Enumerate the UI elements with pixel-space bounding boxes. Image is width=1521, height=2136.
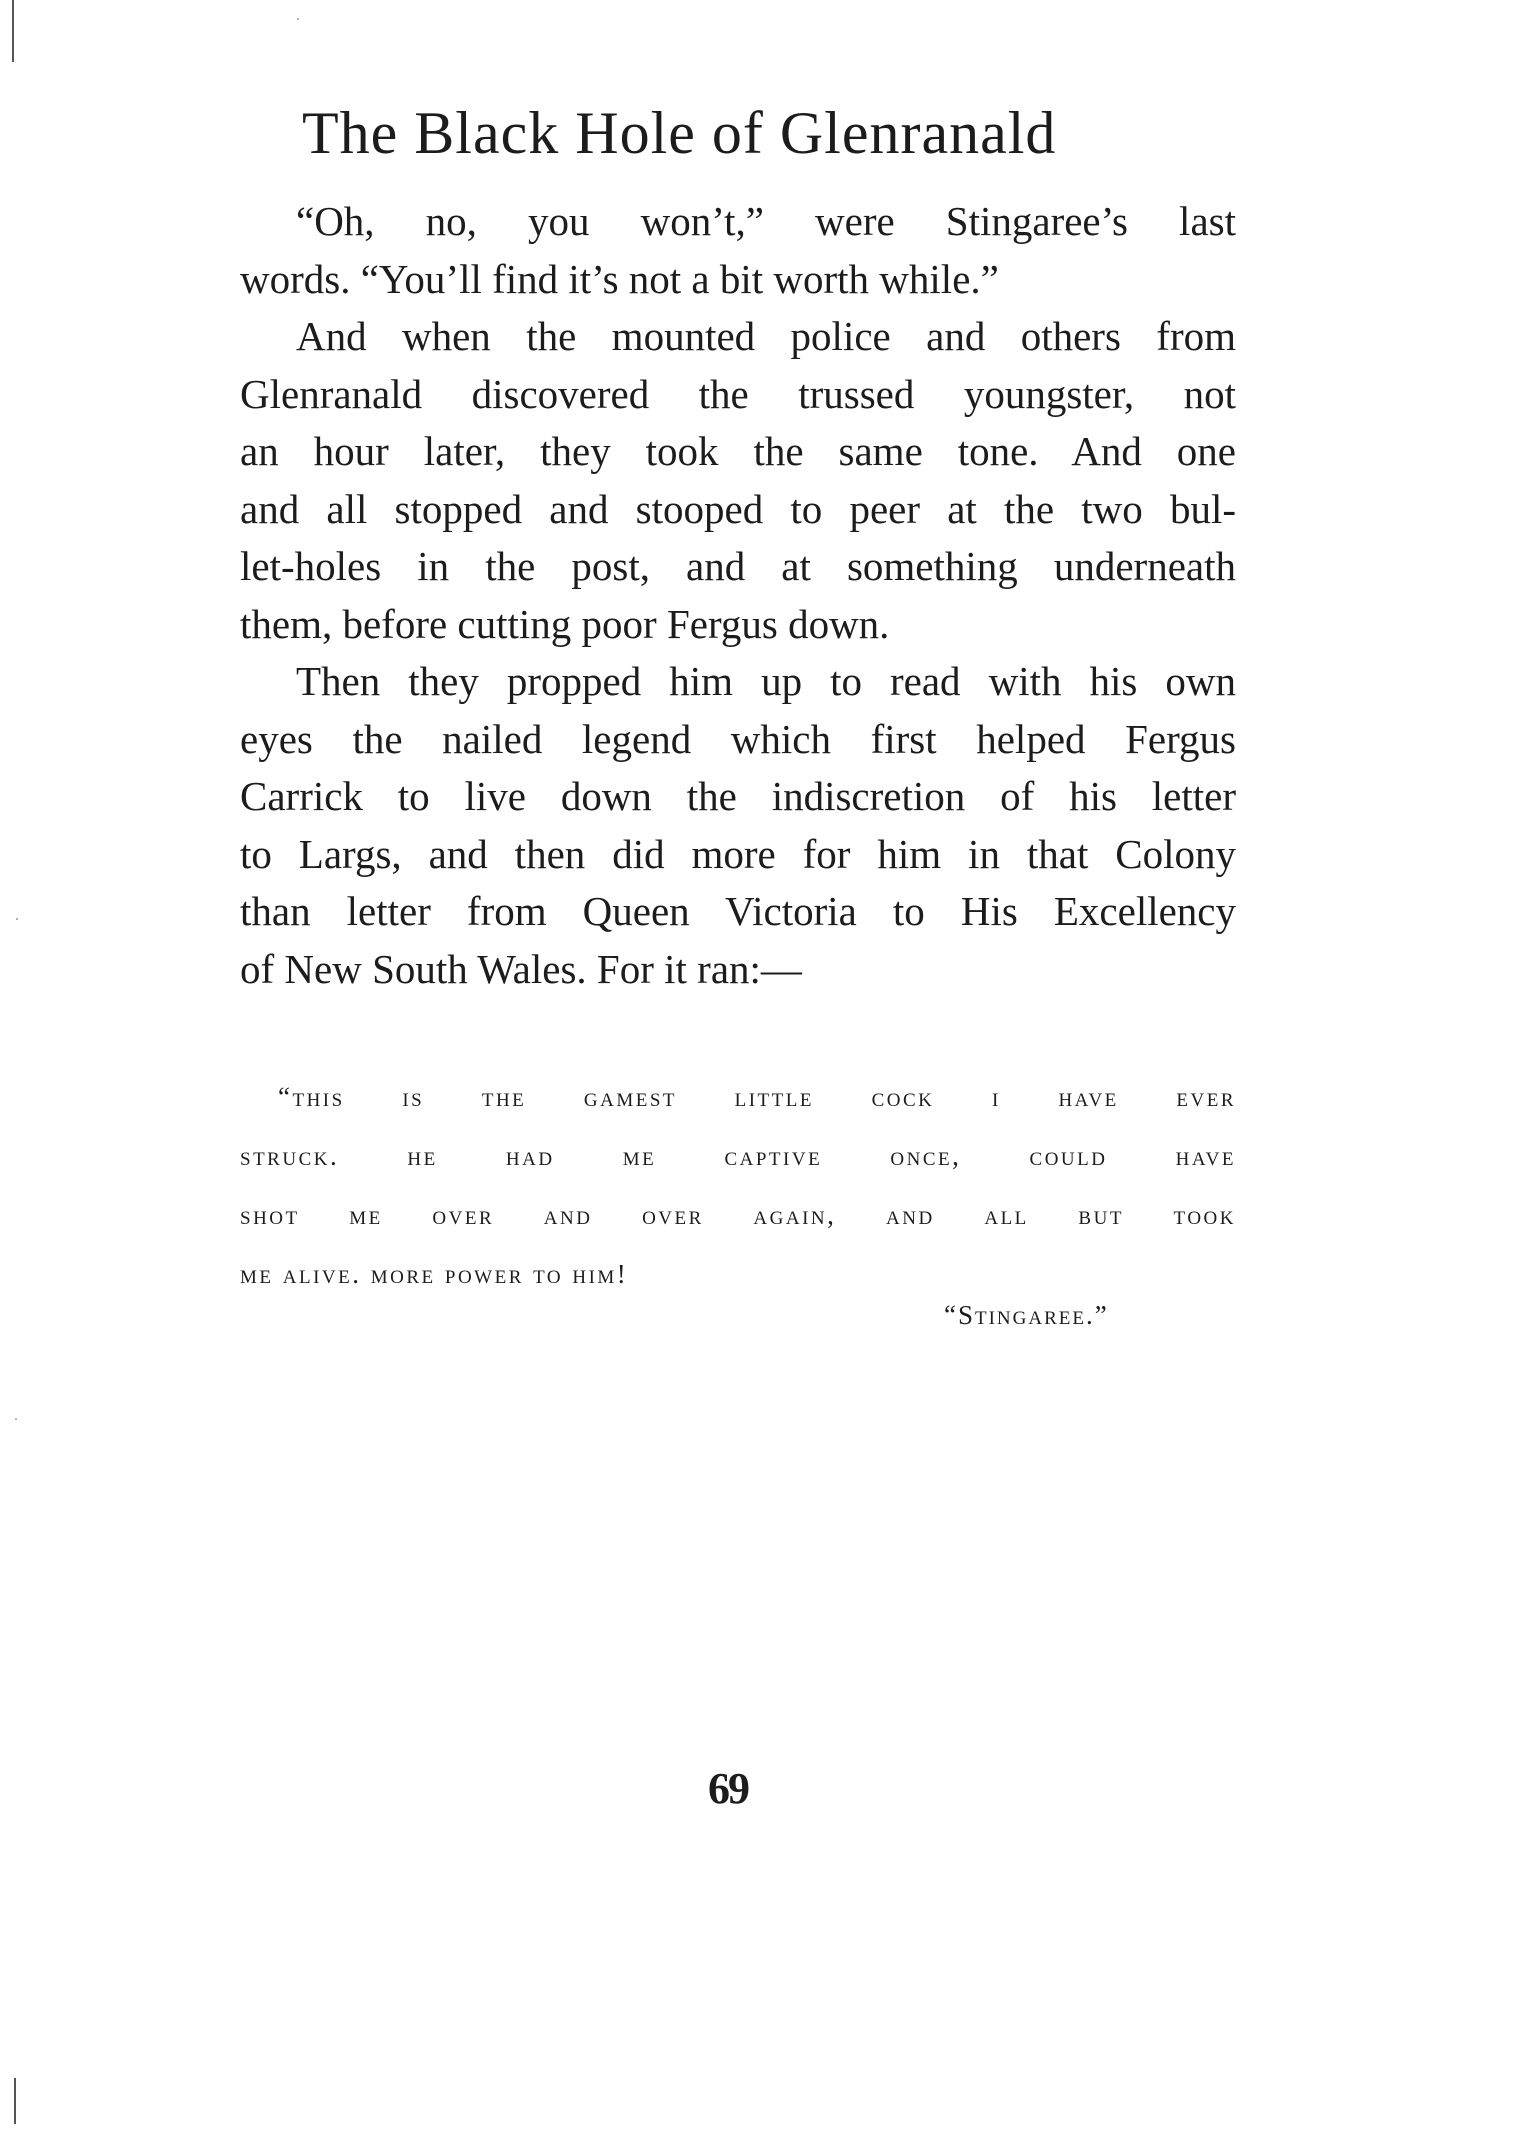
text-line: Glenranald discovered the trussed youngster, not xyxy=(240,370,1236,417)
paragraph xyxy=(240,193,1236,308)
scan-speck xyxy=(297,18,299,20)
text-line: Carrick to live down the indiscretion of his letter xyxy=(240,773,1236,819)
body-text xyxy=(240,193,1236,998)
paragraph xyxy=(240,653,1236,998)
text-line: than letter from Queen Victoria to His Excellency xyxy=(240,888,1236,934)
page-number: 69 xyxy=(708,1764,748,1813)
text-line: them, before cutting poor Fergus down. xyxy=(240,600,890,647)
scan-edge-mark xyxy=(12,0,14,62)
text-line: words. “You’ll find it’s not a bit worth while.” xyxy=(240,255,999,302)
placard-line: shot me over and over again, and all but took xyxy=(240,1200,1236,1230)
scan-speck xyxy=(15,1418,17,1420)
scan-edge-mark xyxy=(14,2078,16,2124)
placard-line: me alive. more power to him! xyxy=(240,1259,629,1289)
text-line: And when the mounted police and others from xyxy=(296,313,1236,359)
text-line: of New South Wales. For it ran:— xyxy=(240,945,802,992)
running-head: The Black Hole of Glenranald xyxy=(302,100,1057,166)
text-line: an hour later, they took the same tone. And one xyxy=(240,428,1236,474)
text-line: to Largs, and then did more for him in that Colony xyxy=(240,830,1236,877)
text-line: let-holes in the post, and at something underneath xyxy=(240,543,1236,589)
paragraph xyxy=(240,308,1236,653)
scan-speck xyxy=(16,918,18,920)
text-line: “Oh, no, you won’t,” were Stingaree’s last xyxy=(296,198,1236,244)
text-line: eyes the nailed legend which first helped Fergus xyxy=(240,715,1236,762)
placard-line: “this is the gamest little cock i have ever xyxy=(278,1082,1236,1112)
text-line: Then they propped him up to read with his own xyxy=(296,658,1236,704)
placard-quote xyxy=(240,1068,1236,1304)
placard-signature: “Stingaree.” xyxy=(944,1300,1109,1330)
text-line: and all stopped and stooped to peer at the two bul- xyxy=(240,485,1236,532)
placard-line: struck. he had me captive once, could have xyxy=(240,1141,1236,1171)
